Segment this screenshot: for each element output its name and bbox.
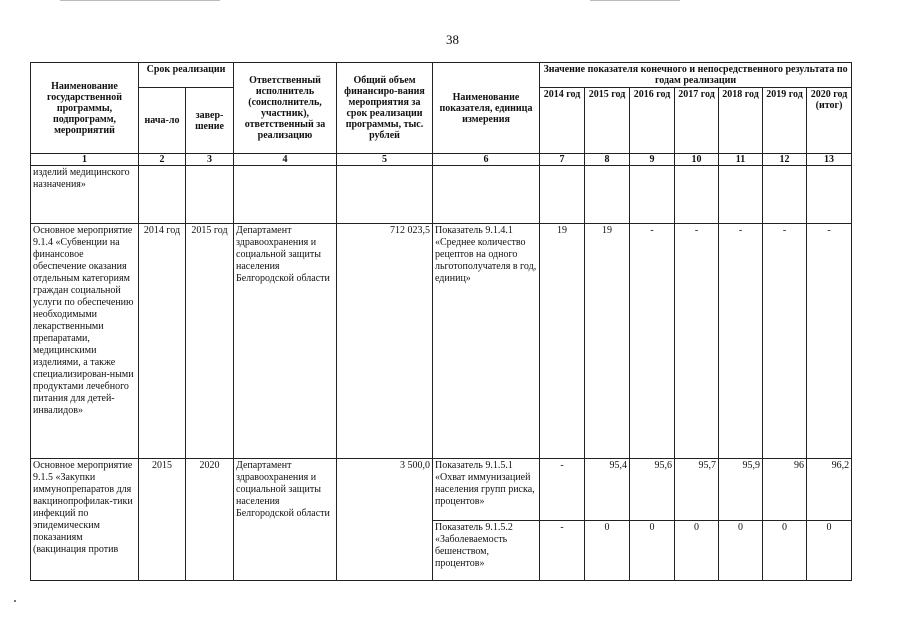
row-9-1-4-end: 2015 год: [186, 224, 234, 459]
column-number: 7: [540, 154, 585, 166]
page-number: 38: [446, 32, 459, 47]
header-responsible: Ответственный исполнитель (соисполнитель, участник), ответственный за реализацию: [234, 63, 337, 154]
column-number: 8: [585, 154, 630, 166]
row-9-1-4-volume: 712 023,5: [337, 224, 433, 459]
column-number: 13: [807, 154, 852, 166]
scan-speck: [14, 600, 16, 602]
column-number: 5: [337, 154, 433, 166]
row-9-1-4-indicator: Показатель 9.1.4.1 «Среднее количество рецептов на одного льготополучателя в год, единиц»: [433, 224, 540, 459]
row-9-1-5-2-indicator: Показатель 9.1.5.2 «Заболеваемость бешенством, процентов»: [433, 521, 540, 581]
table-row-continued: [31, 166, 852, 224]
header-year-2015: 2015 год: [585, 88, 630, 154]
column-number: 11: [719, 154, 763, 166]
row-9-1-4-value-2020: -: [807, 224, 852, 459]
column-number: 10: [675, 154, 719, 166]
row-9-1-4-start: 2014 год: [139, 224, 186, 459]
header-year-2018: 2018 год: [719, 88, 763, 154]
row-9-1-5-volume: 3 500,0: [337, 459, 433, 581]
row-9-1-5-2-value-2018: 0: [719, 521, 763, 581]
header-year-2016: 2016 год: [630, 88, 675, 154]
column-number: 2: [139, 154, 186, 166]
column-number: 4: [234, 154, 337, 166]
header-period-start: нача-ло: [139, 88, 186, 154]
program-table: [30, 62, 852, 581]
table-row-9-1-4: [31, 224, 852, 459]
header-name: Наименование государственной программы, подпрограмм, мероприятий: [31, 63, 139, 154]
header-year-2020: 2020 год (итог): [807, 88, 852, 154]
column-number-row: [31, 154, 852, 166]
row-9-1-5-2-value-2015: 0: [585, 521, 630, 581]
row-9-1-5-1-value-2019: 96: [763, 459, 807, 521]
column-number: 9: [630, 154, 675, 166]
header-year-2019: 2019 год: [763, 88, 807, 154]
row-9-1-5-responsible: Департамент здравоохранения и социальной защиты населения Белгородской области: [234, 459, 337, 581]
row-9-1-4-value-2019: -: [763, 224, 807, 459]
row-9-1-5-1-value-2015: 95,4: [585, 459, 630, 521]
row-9-1-5-name: Основное мероприятие 9.1.5 «Закупки иммунопрепаратов для вакцинопрофилак-тики инфекций по эпидемическим показаниям (вакцинация против: [31, 459, 139, 581]
header-year-2017: 2017 год: [675, 88, 719, 154]
row-9-1-5-1-indicator: Показатель 9.1.5.1 «Охват иммунизацией населения групп риска, процентов»: [433, 459, 540, 521]
row-9-1-5-2-value-2016: 0: [630, 521, 675, 581]
row-9-1-4-value-2016: -: [630, 224, 675, 459]
header-indicator: Наименование показателя, единица измерения: [433, 63, 540, 154]
row-9-1-5-end: 2020: [186, 459, 234, 581]
row-9-1-5-2-value-2020: 0: [807, 521, 852, 581]
column-number: 6: [433, 154, 540, 166]
column-number: 1: [31, 154, 139, 166]
row-9-1-5-2-value-2019: 0: [763, 521, 807, 581]
header-volume: Общий объем финансиро-вания мероприятия за срок реализации программы, тыс. рублей: [337, 63, 433, 154]
row-cont-name: изделий медицинского назначения»: [31, 166, 139, 224]
row-9-1-4-value-2015: 19: [585, 224, 630, 459]
column-number: 3: [186, 154, 234, 166]
header-values-group: Значение показателя конечного и непосредственного результата по годам реализации: [540, 63, 852, 88]
column-number: 12: [763, 154, 807, 166]
header-year-2014: 2014 год: [540, 88, 585, 154]
row-9-1-5-1-value-2014: -: [540, 459, 585, 521]
row-9-1-4-name: Основное мероприятие 9.1.4 «Субвенции на финансовое обеспечение оказания отдельным категориям граждан социальной услуги по обеспечению необходимыми лекарственными препаратами, медицинскими изделиями, а также специализирован-ными продуктами лечебного питания для детей-инвалидов»: [31, 224, 139, 459]
row-9-1-4-value-2014: 19: [540, 224, 585, 459]
row-9-1-4-responsible: Департамент здравоохранения и социальной защиты населения Белгородской области: [234, 224, 337, 459]
header-period: Срок реализации: [139, 63, 234, 88]
row-9-1-5-start: 2015: [139, 459, 186, 581]
row-9-1-5-2-value-2014: -: [540, 521, 585, 581]
row-9-1-5-1-value-2020: 96,2: [807, 459, 852, 521]
row-9-1-5-1-value-2016: 95,6: [630, 459, 675, 521]
table-row-9-1-5-a: [31, 459, 852, 521]
top-edge-line-left: [60, 0, 220, 1]
header-period-end: завер-шение: [186, 88, 234, 154]
top-edge-line-right: [590, 0, 680, 1]
row-9-1-4-value-2018: -: [719, 224, 763, 459]
row-9-1-5-2-value-2017: 0: [675, 521, 719, 581]
row-9-1-4-value-2017: -: [675, 224, 719, 459]
row-9-1-5-1-value-2018: 95,9: [719, 459, 763, 521]
row-9-1-5-1-value-2017: 95,7: [675, 459, 719, 521]
